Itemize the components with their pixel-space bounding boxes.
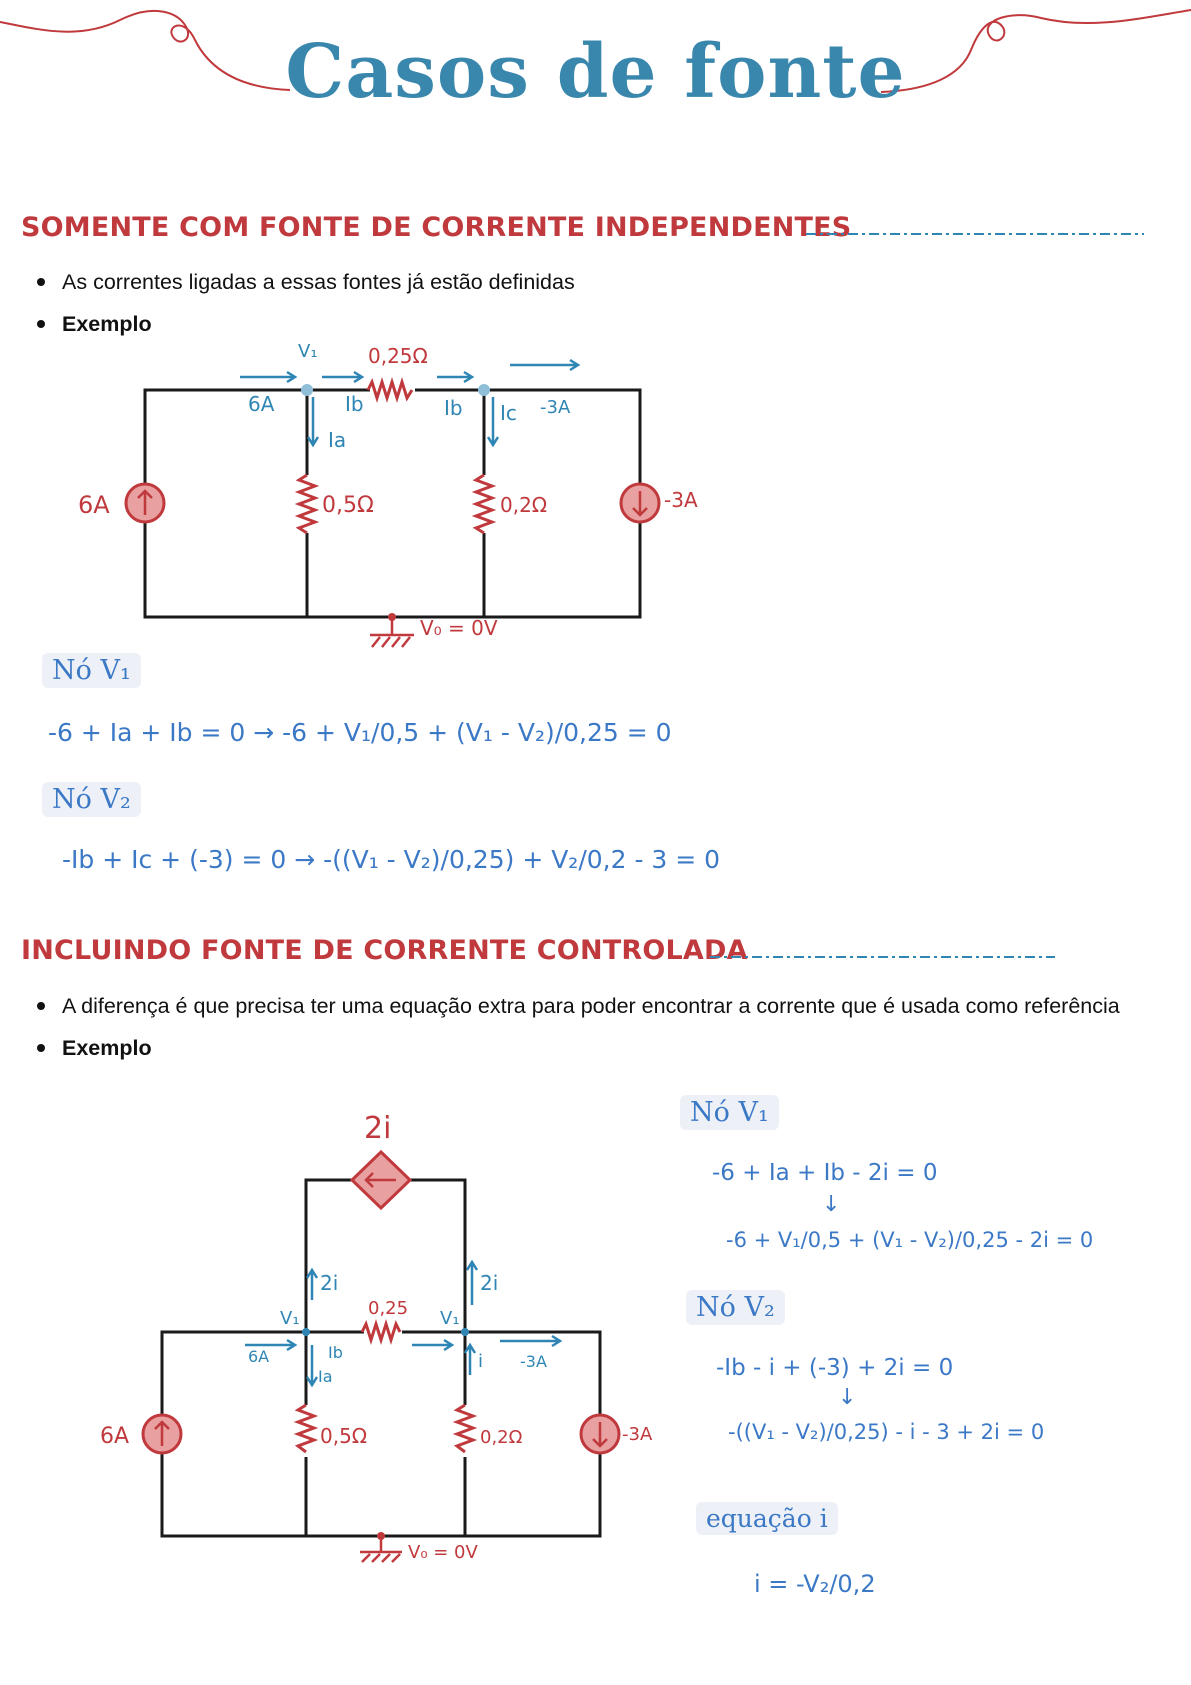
bullet-item: As correntes ligadas a essas fontes já estão definidas — [34, 261, 1174, 303]
label-resistor-right: 0,2Ω — [480, 1427, 523, 1448]
label-source-left: 6A — [78, 491, 110, 519]
section1-bullets — [34, 261, 1174, 345]
label-6a-arrow: 6A — [248, 392, 275, 416]
label-source-left: 6A — [100, 1424, 130, 1449]
arrow-down-1: ↓ — [822, 1192, 841, 1217]
section2-bullets — [34, 985, 1174, 1069]
circuit-diagram-1 — [0, 335, 760, 655]
label-resistor-left: 0,5Ω — [322, 493, 374, 518]
label-ib: Ib — [328, 1343, 343, 1362]
label-6a-arrow: 6A — [248, 1347, 270, 1366]
label-ic: Ic — [500, 401, 517, 425]
label-controlled-source: 2i — [364, 1111, 392, 1146]
label-resistor-left: 0,5Ω — [320, 1424, 368, 1448]
label-node-v1: V₁ — [280, 1308, 300, 1329]
tag-no-v2: Nó V₂ — [42, 782, 141, 817]
section-heading-independent: SOMENTE COM FONTE DE CORRENTE INDEPENDENTES — [21, 212, 852, 243]
equation-node-v2-a: -Ib - i + (-3) + 2i = 0 — [716, 1355, 954, 1381]
label-minus3a-arrow: -3A — [520, 1352, 547, 1371]
label-2i-right: 2i — [480, 1271, 499, 1295]
equation-node-v2-b: -((V₁ - V₂)/0,25) - i - 3 + 2i = 0 — [728, 1420, 1045, 1444]
bullet-example: Exemplo — [34, 303, 1174, 345]
tag-no-v1: Nó V₁ — [42, 653, 141, 688]
circuit-diagram-2 — [0, 1100, 700, 1630]
equation-node-v1: -6 + Ia + Ib = 0 → -6 + V₁/0,5 + (V₁ - V₂)/0,25 = 0 — [48, 718, 672, 747]
section-heading-controlled: INCLUINDO FONTE DE CORRENTE CONTROLADA — [21, 935, 748, 966]
label-ia: Ia — [318, 1367, 333, 1386]
heading-decor-line — [806, 228, 1146, 240]
label-node-v1: V₁ — [298, 341, 318, 362]
label-series-resistor: 0,25Ω — [368, 344, 428, 368]
label-ia: Ia — [328, 428, 347, 452]
label-ground: V₀ = 0V — [408, 1542, 478, 1563]
arrow-down-2: ↓ — [838, 1385, 857, 1410]
heading-decor-line — [710, 951, 1070, 963]
label-series-resistor: 0,25 — [368, 1298, 409, 1319]
label-minus3a-arrow: -3A — [540, 397, 571, 418]
label-source-right: -3A — [622, 1424, 653, 1445]
page-title: Casos de fonte — [285, 29, 906, 115]
equation-node-v1-a: -6 + Ia + Ib - 2i = 0 — [712, 1160, 938, 1186]
equation-node-v1-b: -6 + V₁/0,5 + (V₁ - V₂)/0,25 - 2i = 0 — [726, 1228, 1094, 1252]
tag-no-v1: Nó V₁ — [680, 1095, 779, 1130]
label-ground: V₀ = 0V — [420, 616, 498, 640]
label-2i-left: 2i — [320, 1271, 339, 1295]
label-node-v2: V₁ — [440, 1308, 460, 1329]
label-source-right: -3A — [664, 488, 698, 512]
bullet-item: A diferença é que precisa ter uma equação extra para poder encontrar a corrente que é usada como referência — [34, 985, 1174, 1027]
label-i: i — [478, 1351, 484, 1372]
label-ib-right: Ib — [444, 396, 463, 420]
equation-node-v2: -Ib + Ic + (-3) = 0 → -((V₁ - V₂)/0,25) + V₂/0,2 - 3 = 0 — [62, 845, 721, 874]
bullet-example: Exemplo — [34, 1027, 1174, 1069]
tag-no-v2: Nó V₂ — [686, 1290, 785, 1325]
label-resistor-right: 0,2Ω — [500, 493, 548, 517]
tag-equacao-i: equação i — [696, 1502, 838, 1535]
equation-i: i = -V₂/0,2 — [754, 1570, 876, 1598]
label-ib-left: Ib — [345, 392, 364, 416]
